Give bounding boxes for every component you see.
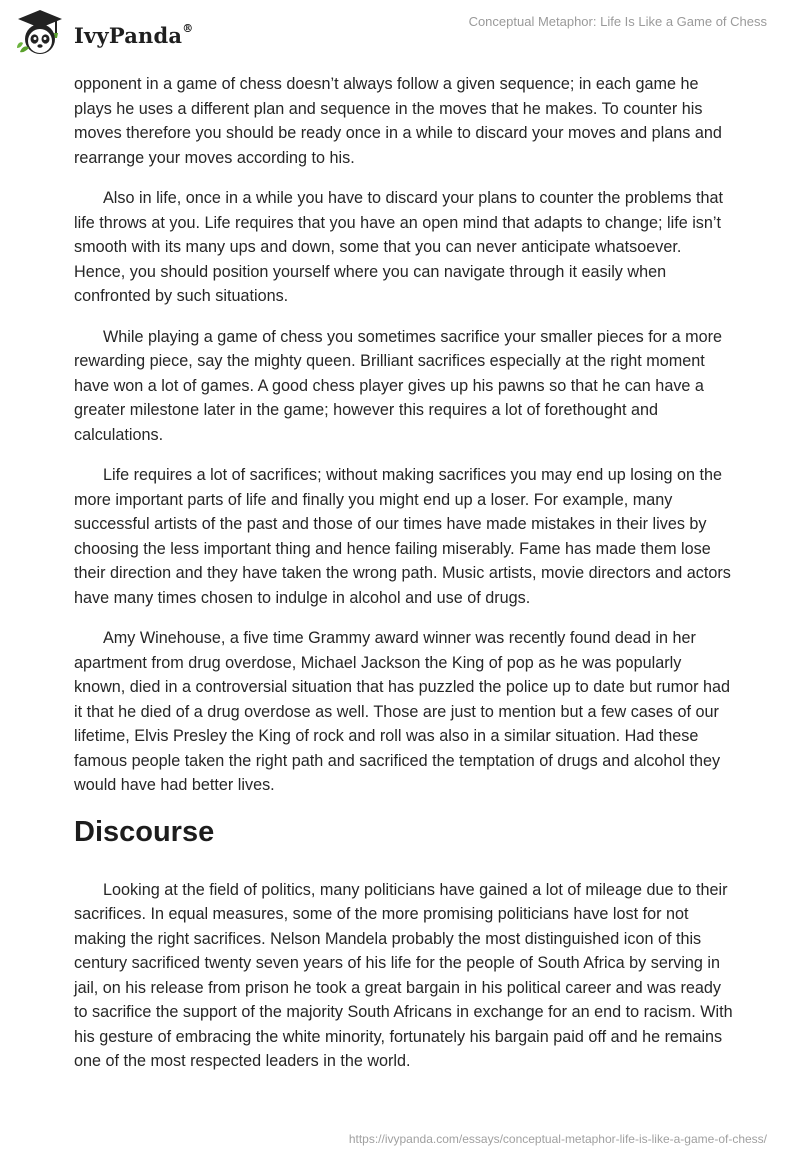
brand-name: IvyPanda®: [74, 21, 194, 48]
paragraph: While playing a game of chess you sometimes sacrifice your smaller pieces for a more rewarding piece, say the mighty queen. Brilliant sacrifices especially at the right moment have won a lot of games. A good chess player gives up his pawns so that he can have a greater milestone later in the game; however this requires a lot of forethought and calculations.: [74, 327, 722, 444]
essay-body: [74, 72, 734, 1090]
paragraph: Also in life, once in a while you have to discard your plans to counter the problems that life throws at you. Life requires that you have an open mind that adapts to change; life isn’t smooth with its many ups and down, some that you can never anticipate whatsoever. Hence, you should position yourself where you can navigate through it easily when confronted by such situations.: [74, 189, 723, 305]
ivypanda-logo[interactable]: [14, 8, 193, 58]
paragraph: Looking at the field of politics, many politicians have gained a lot of mileage due to their sacrifices. In equal measures, some of the more promising politicians have lost for not making the right sacrifices. Nelson Mandela probably the most distinguished icon of this century sacrificed twenty seven years of his life for the people of South Africa by serving in jail, on his release from prison he took a great bargain in his political career and was ready to sacrifice the support of the majority South Africans in exchange for an end to racism. With his gesture of embracing the white minority, fortunately his bargain paid off and he remains one of the most respected leaders in the world.: [74, 880, 733, 1070]
paragraph: Life requires a lot of sacrifices; without making sacrifices you may end up losing on the more important parts of life and finally you might end up a loser. For example, many successful artists of the past and those of our times have made mistakes in their lives by choosing the less important thing and hence failing miserably. Fame has made them lose their direction and they have taken the wrong path. Music artists, movie directors and actors have many times chosen to indulge in alcohol and use of drugs.: [74, 466, 731, 607]
page-header: [0, 0, 800, 64]
panda-graduation-cap-icon: [14, 8, 66, 58]
document-title: Conceptual Metaphor: Life Is Like a Game of Chess: [468, 14, 767, 29]
source-url[interactable]: https://ivypanda.com/essays/conceptual-metaphor-life-is-like-a-game-of-chess/: [348, 1132, 767, 1146]
section-heading-discourse: Discourse: [74, 815, 215, 848]
paragraph: Amy Winehouse, a five time Grammy award winner was recently found dead in her apartment from drug overdose, Michael Jackson the King of pop as he was popularly known, died in a controversial situation that has puzzled the police up to date but rumor had it that he died of a drug overdose as well. Those are just to mention but a few cases of our lifetime, Elvis Presley the King of rock and roll was also in a similar situation. Had these famous people taken the right path and sacrificed the temptation of drugs and alcohol they would have had better lives.: [74, 629, 730, 794]
paragraph-continued: opponent in a game of chess doesn’t always follow a given sequence; in each game he plays he uses a different plan and sequence in the moves that he makes. To counter his moves therefore you should be ready once in a while to discard your moves and plans and rearrange your moves according to his.: [74, 75, 722, 167]
